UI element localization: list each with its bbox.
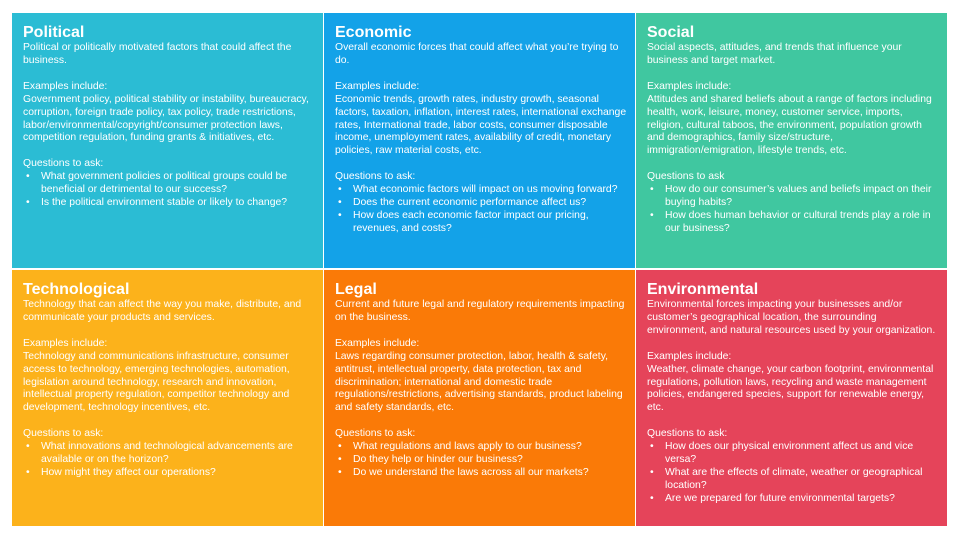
quadrant-description: Overall economic forces that could affect what you’re trying to do. [335,42,619,66]
question-item: • How do our consumer’s values and beliefs impact on their buying habits? [647,184,939,210]
questions-label: Questions to ask: [23,428,104,440]
questions-list [335,441,627,480]
quadrant-title: Political [23,24,85,41]
quadrant-description: Current and future legal and regulatory requirements impacting on the business. [335,299,625,323]
quadrant-title: Environmental [647,281,759,298]
examples-label: Examples include: [647,350,732,362]
examples-label: Examples include: [335,337,420,349]
quadrant-title: Social [647,24,695,41]
examples-label: Examples include: [23,80,108,92]
examples-text: Government policy, political stability or instability, bureaucracy, corruption, foreign trade policy, tax policy, trade restrictions, labor/environmental/copyright/consumer protection laws, competition regulation, funding grants & initiatives, etc. [23,93,309,144]
examples-label: Examples include: [647,80,732,92]
quadrant-description: Technology that can affect the way you make, distribute, and communicate your products and services. [23,299,302,323]
question-item: • How does each economic factor impact our pricing, revenues, and costs? [335,210,627,236]
questions-label: Questions to ask [647,171,725,183]
examples-text: Weather, climate change, your carbon footprint, environmental regulations, pollution laws, recycling and waste management policies, endangered species, support for renewable energy, etc. [647,363,934,414]
question-item: • What government policies or political groups could be beneficial or detrimental to our success? [23,171,315,197]
questions-label: Questions to ask: [335,428,416,440]
examples-text: Laws regarding consumer protection, labor, health & safety, antitrust, intellectual property, data protection, tax and discrimination; international and domestic trade regulations/restrictions, advertising standards, product labeling and safety standards, etc. [335,350,623,414]
questions-label: Questions to ask: [23,158,104,170]
examples-label: Examples include: [335,80,420,92]
question-item: • Does the current economic performance affect us? [335,197,627,210]
pestle-grid [12,13,947,526]
economic-quadrant [324,13,635,268]
political-quadrant [12,13,323,268]
questions-list [23,171,315,210]
question-item: • What innovations and technological advancements are available or on the horizon? [23,441,315,467]
question-item: • How might they affect our operations? [23,467,315,480]
quadrant-title: Technological [23,281,130,298]
questions-label: Questions to ask: [647,428,728,440]
question-item: • What are the effects of climate, weather or geographical location? [647,467,939,493]
examples-text: Economic trends, growth rates, industry growth, seasonal factors, taxation, inflation, interest rates, international exchange rates, International trade, labor costs, consumer disposable income, unemployment rates, availability of credit, monetary policies, raw material costs, etc. [335,93,627,157]
questions-list [647,184,939,236]
social-quadrant [636,13,947,268]
question-item: • Are we prepared for future environmental targets? [647,493,939,506]
quadrant-description: Political or politically motivated factors that could affect the business. [23,42,292,66]
examples-label: Examples include: [23,337,108,349]
question-item: • How does human behavior or cultural trends play a role in our business? [647,210,939,236]
question-item: • What economic factors will impact on us moving forward? [335,184,627,197]
question-item: • Do they help or hinder our business? [335,454,627,467]
question-item: • Is the political environment stable or likely to change? [23,197,315,210]
questions-list [23,441,315,480]
question-item: • How does our physical environment affect us and vice versa? [647,441,939,467]
question-item: • What regulations and laws apply to our business? [335,441,627,454]
quadrant-title: Economic [335,24,412,41]
examples-text: Attitudes and shared beliefs about a range of factors including health, work, leisure, money, customer service, imports, religion, cultural taboos, the environment, population growth and demographics, family size/structure, immigration/emigration, lifestyle trends, etc. [647,93,932,157]
questions-list [647,441,939,506]
quadrant-title: Legal [335,281,377,298]
questions-label: Questions to ask: [335,171,416,183]
questions-list [335,184,627,236]
examples-text: Technology and communications infrastructure, consumer access to technology, emerging technologies, automation, legislation around technology, research and innovation, intellectual property regulation, competitor technology and development, technology incentives, etc. [23,350,290,414]
technological-quadrant [12,270,323,526]
quadrant-description: Environmental forces impacting your businesses and/or customer’s geographical location, the surrounding environment, and natural resources used by your organization. [647,299,936,336]
question-item: • Do we understand the laws across all our markets? [335,467,627,480]
quadrant-description: Social aspects, attitudes, and trends that influence your business and target market. [647,42,902,66]
legal-quadrant [324,270,635,526]
environmental-quadrant [636,270,947,526]
